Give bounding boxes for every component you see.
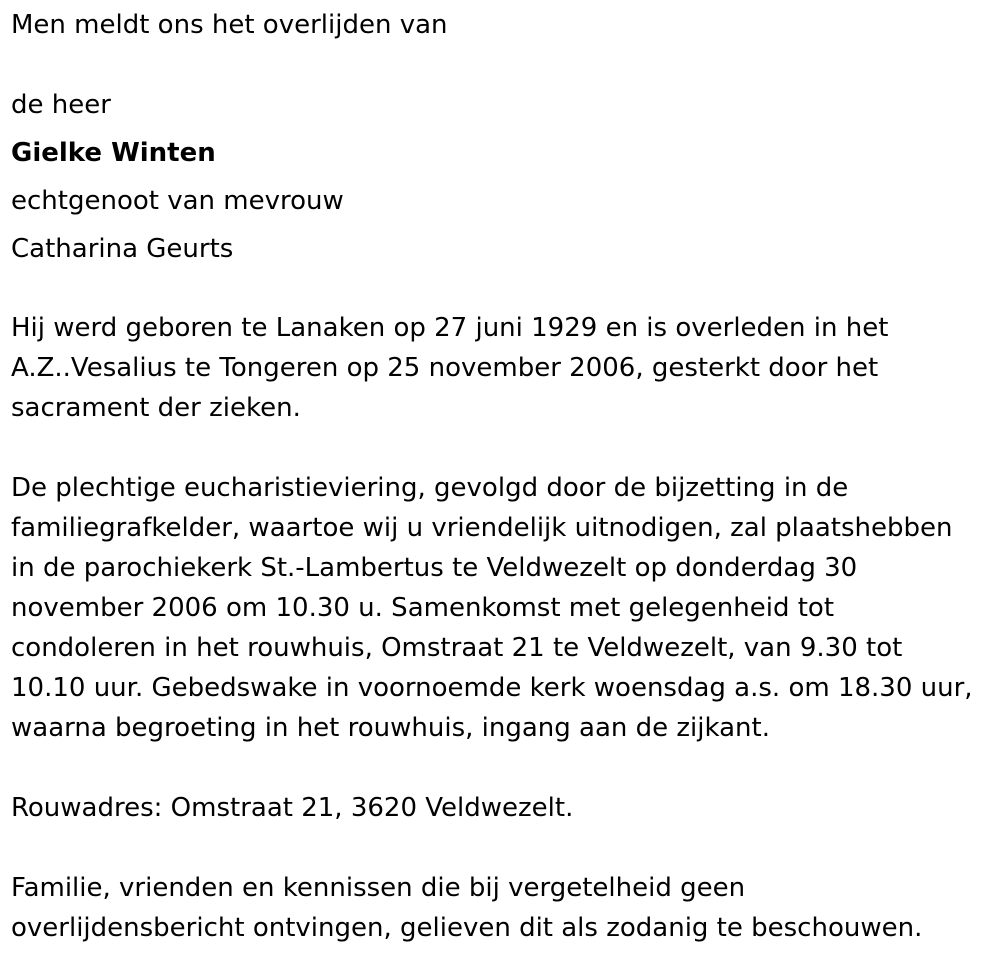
intro-line: Men meldt ons het overlijden van <box>11 10 448 40</box>
ceremony-line: familiegrafkelder, waartoe wij u vriendelijk uitnodigen, zal plaatshebben <box>11 513 953 543</box>
honorific: de heer <box>11 90 111 120</box>
ceremony-line: 10.10 uur. Gebedswake in voornoemde kerk woensdag a.s. om 18.30 uur, <box>11 673 973 703</box>
closing-line: Familie, vrienden en kennissen die bij vergetelheid geen <box>11 873 746 903</box>
birth-death-paragraph <box>11 308 888 428</box>
closing-line: overlijdensbericht ontvingen, gelieven dit als zodanig te beschouwen. <box>11 913 923 943</box>
birth-death-line: A.Z..Vesalius te Tongeren op 25 november 2006, gesterkt door het <box>11 353 879 383</box>
ceremony-line: november 2006 om 10.30 u. Samenkomst met gelegenheid tot <box>11 593 835 623</box>
address-line: Rouwadres: Omstraat 21, 3620 Veldwezelt. <box>11 793 574 823</box>
birth-death-line: sacrament der zieken. <box>11 393 301 423</box>
ceremony-line: waarna begroeting in het rouwhuis, ingang aan de zijkant. <box>11 713 770 743</box>
address-paragraph <box>11 788 573 828</box>
birth-death-line: Hij werd geboren te Lanaken op 27 juni 1929 en is overleden in het <box>11 313 889 343</box>
ceremony-line: in de parochiekerk St.-Lambertus te Veldwezelt op donderdag 30 <box>11 553 858 583</box>
ceremony-paragraph <box>11 468 973 748</box>
closing-paragraph <box>11 868 922 948</box>
ceremony-line: condoleren in het rouwhuis, Omstraat 21 te Veldwezelt, van 9.30 tot <box>11 633 903 663</box>
spouse-label: echtgenoot van mevrouw <box>11 186 344 216</box>
ceremony-line: De plechtige eucharistieviering, gevolgd door de bijzetting in de <box>11 473 849 503</box>
spouse-name: Catharina Geurts <box>11 234 234 264</box>
deceased-name: Gielke Winten <box>11 138 216 168</box>
